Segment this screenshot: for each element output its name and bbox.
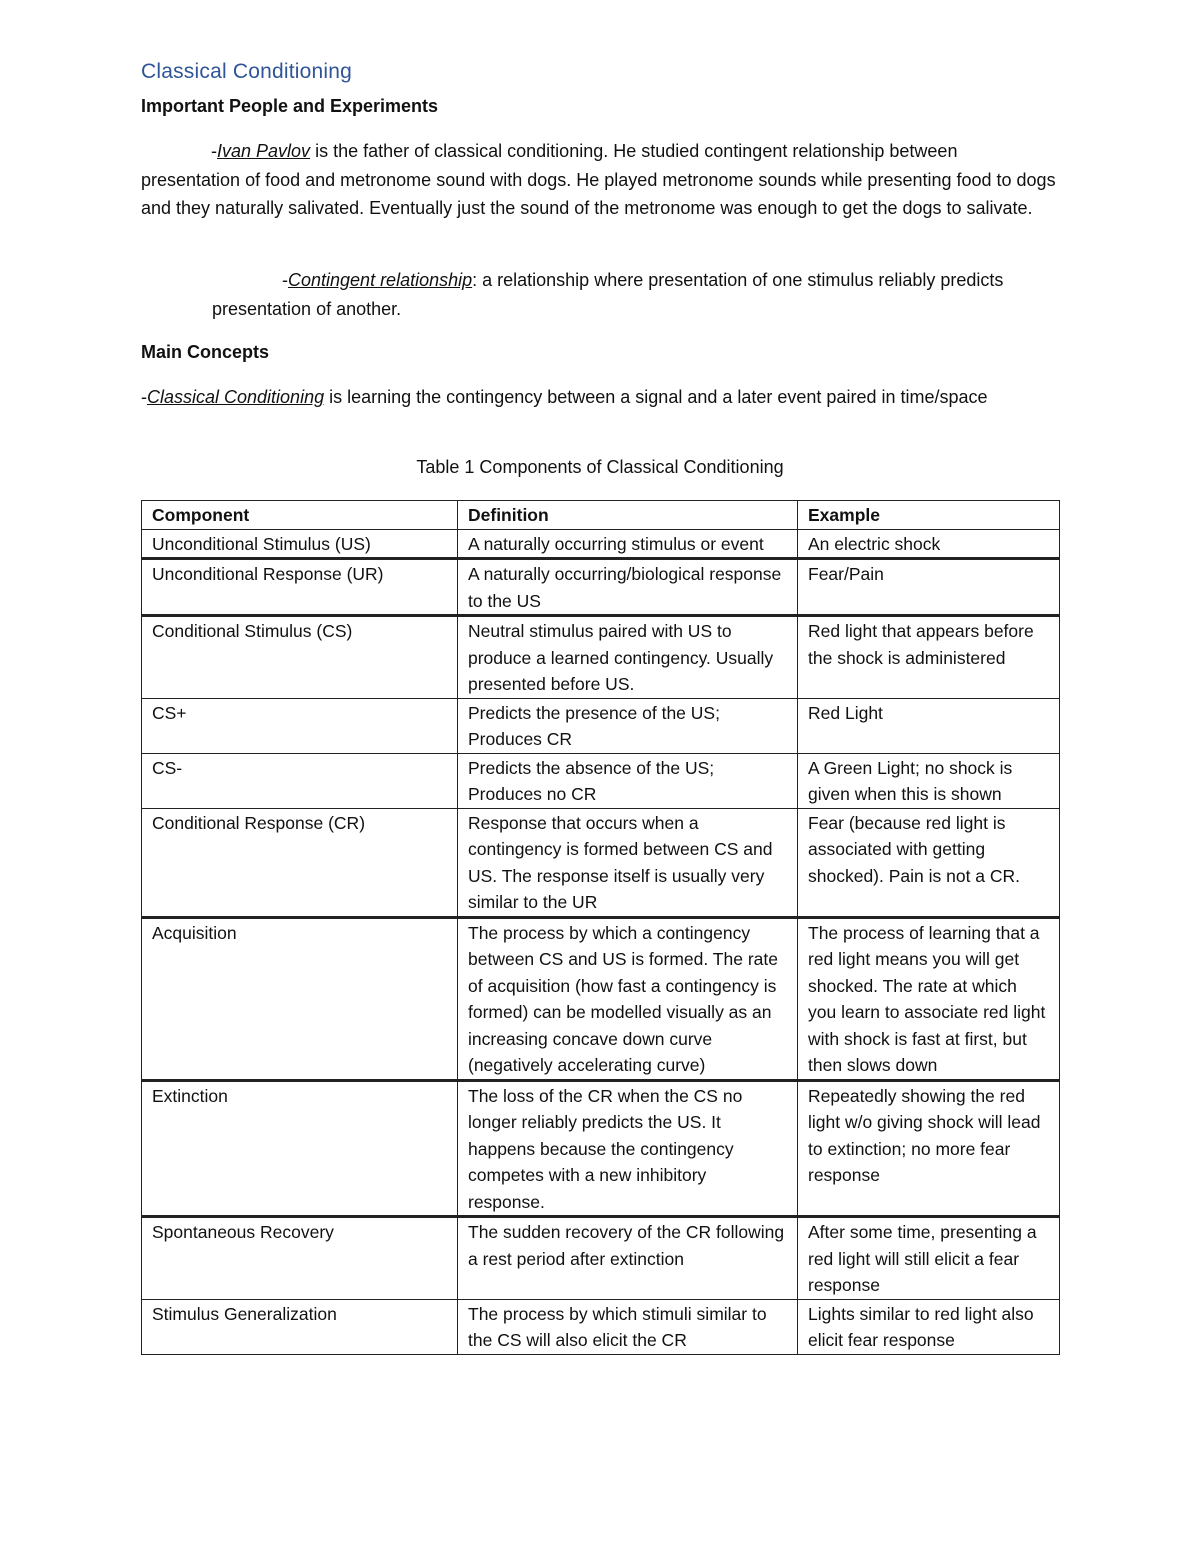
cell-example: An electric shock — [798, 529, 1060, 559]
cell-definition: The sudden recovery of the CR following a rest period after extinction — [458, 1217, 798, 1300]
cell-component: Unconditional Response (UR) — [142, 559, 458, 616]
cell-example: Red Light — [798, 698, 1060, 753]
table-row — [142, 698, 1060, 753]
table-row — [142, 808, 1060, 917]
pavlov-paragraph — [141, 137, 1059, 223]
cell-definition: The process by which a contingency between CS and US is formed. The rate of acquisition (how fast a contingency is formed) can be modelled visually as an increasing concave down curve (negatively accelerating curve) — [458, 917, 798, 1080]
cell-component: CS+ — [142, 698, 458, 753]
contingent-lead: - — [282, 270, 288, 290]
table-header-row — [142, 501, 1060, 530]
pavlov-lead: - — [211, 141, 217, 161]
table-row — [142, 917, 1060, 1080]
cell-example: Fear/Pain — [798, 559, 1060, 616]
cell-component: CS- — [142, 753, 458, 808]
table-row — [142, 529, 1060, 559]
cell-example: The process of learning that a red light means you will get shocked. The rate at which you learn to associate red light with shock is fast at first, but then slows down — [798, 917, 1060, 1080]
classical-term: Classical Conditioning — [147, 387, 325, 407]
table-row — [142, 559, 1060, 616]
cell-example: Lights similar to red light also elicit fear response — [798, 1299, 1060, 1354]
cell-definition: Predicts the absence of the US; Produces no CR — [458, 753, 798, 808]
cell-definition: A naturally occurring stimulus or event — [458, 529, 798, 559]
table-caption: Table 1 Components of Classical Conditioning — [416, 457, 784, 477]
cell-component: Unconditional Stimulus (US) — [142, 529, 458, 559]
cell-component: Stimulus Generalization — [142, 1299, 458, 1354]
cell-definition: Neutral stimulus paired with US to produce a learned contingency. Usually presented before US. — [458, 616, 798, 699]
cell-component: Spontaneous Recovery — [142, 1217, 458, 1300]
contingent-term: Contingent relationship — [288, 270, 473, 290]
document-title: Classical Conditioning — [141, 60, 353, 83]
table-row — [142, 1217, 1060, 1300]
cell-component: Acquisition — [142, 917, 458, 1080]
pavlov-name: Ivan Pavlov — [217, 141, 311, 161]
header-example: Example — [798, 501, 1060, 530]
section-heading-people: Important People and Experiments — [141, 96, 439, 116]
pavlov-text: is the father of classical conditioning. He studied contingent relationship between presentation of food and metronome sound with dogs. He played metronome sounds while presenting food to dogs and they naturally salivated. Eventually just the sound of the metronome was enough to get the dogs to salivate. — [141, 141, 1056, 218]
cell-component: Conditional Response (CR) — [142, 808, 458, 917]
cell-definition: The loss of the CR when the CS no longer reliably predicts the US. It happens because the contingency competes with a new inhibitory response. — [458, 1080, 798, 1217]
cell-example: A Green Light; no shock is given when this is shown — [798, 753, 1060, 808]
section-heading-concepts: Main Concepts — [141, 342, 270, 362]
classical-text: is learning the contingency between a signal and a later event paired in time/space — [324, 387, 988, 407]
cell-example: Red light that appears before the shock is administered — [798, 616, 1060, 699]
cell-example: Fear (because red light is associated with getting shocked). Pain is not a CR. — [798, 808, 1060, 917]
cell-definition: The process by which stimuli similar to the CS will also elicit the CR — [458, 1299, 798, 1354]
cell-definition: A naturally occurring/biological response to the US — [458, 559, 798, 616]
table-row — [142, 1080, 1060, 1217]
cell-definition: Predicts the presence of the US; Produces CR — [458, 698, 798, 753]
table-row — [142, 1299, 1060, 1354]
cell-component: Conditional Stimulus (CS) — [142, 616, 458, 699]
cell-example: Repeatedly showing the red light w/o giving shock will lead to extinction; no more fear response — [798, 1080, 1060, 1217]
classical-definition — [141, 383, 1001, 412]
header-definition: Definition — [458, 501, 798, 530]
components-table — [141, 500, 1060, 1355]
contingent-definition — [212, 266, 1032, 323]
cell-example: After some time, presenting a red light will still elicit a fear response — [798, 1217, 1060, 1300]
header-component: Component — [142, 501, 458, 530]
classical-lead: - — [141, 387, 147, 407]
cell-definition: Response that occurs when a contingency is formed between CS and US. The response itself is usually very similar to the UR — [458, 808, 798, 917]
table-row — [142, 753, 1060, 808]
contingent-text: : a relationship where presentation of one stimulus reliably predicts presentation of another. — [212, 270, 1004, 319]
table-row — [142, 616, 1060, 699]
cell-component: Extinction — [142, 1080, 458, 1217]
